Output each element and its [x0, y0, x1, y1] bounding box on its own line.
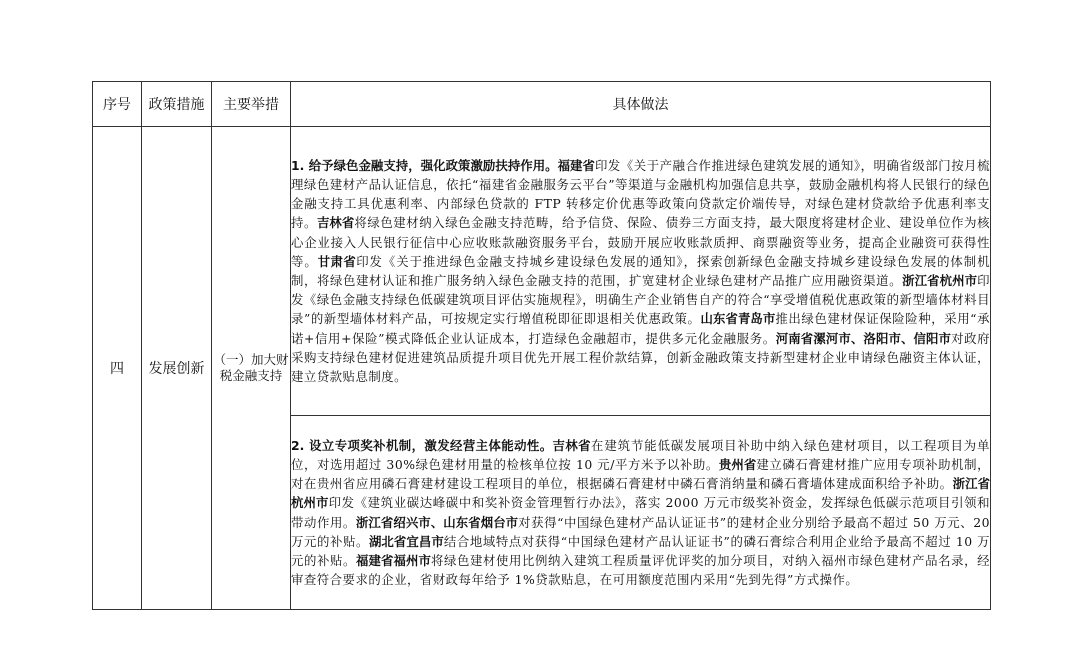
header-detail: 具体做法: [291, 82, 991, 127]
row-policy: 发展创新: [142, 127, 212, 610]
row-measure: （一）加大财税金融支持: [212, 127, 291, 610]
detail-text-segment: 对政府采购支持绿色建材促进建筑品质提升项目优先开展工程价款结算，创新金融政策支持新型建材企业申请绿色融资主体认证，建立贷款贴息制度。: [291, 330, 991, 385]
policy-table: [92, 81, 991, 610]
detail-bold-segment: 2. 设立专项奖补机制，激发经营主体能动性。: [291, 437, 553, 453]
detail-bold-segment: 福建省福州市: [356, 552, 432, 568]
detail-text-segment: 印发《关于产融合作推进绿色建筑发展的通知》，明确省级部门按月梳理绿色建材产品认证信息，依托“福建省金融服务云平台”等渠道与金融机构加强信息共享，鼓励金融机构将人民银行的绿色金融支持工具优惠利率、内部绿色贷款的 FTP 转移定价优惠等政策向贷款定价端传导，对绿色建材贷款给予优惠利率支持。: [291, 157, 990, 231]
header-row: [93, 82, 991, 127]
detail-text-segment: 印发《关于推进绿色金融支持城乡建设绿色发展的通知》，探索创新绿色金融支持城乡建设绿色发展的体制机制，将绿色建材认证和推广服务纳入绿色金融支持的范围，扩宽建材企业绿色建材产品推广应用融资渠道。: [291, 253, 990, 288]
detail-text-segment: 对获得“中国绿色建材产品认证证书”的建材企业分别给予最高不超过 50 万元、20 万元的补贴。: [291, 514, 991, 549]
detail-text-segment: 印发《建筑业碳达峰碳中和奖补资金管理暂行办法》，落实 2000 万元市级奖补资金，发挥绿色低碳示范项目引领和带动作用。: [291, 495, 991, 530]
header-policy: 政策措施: [142, 82, 212, 127]
detail-bold-segment: 浙江省杭州市: [902, 273, 978, 288]
detail-text-segment: 将绿色建材纳入绿色金融支持范畴，给予信贷、保险、债券三方面支持，最大限度将建材企业、建设单位作为核心企业接入人民银行征信中心应收账款融资服务平台，鼓励开展应收账款质押、商票融资等业务，提高企业融资可获得性等。: [291, 215, 991, 269]
header-measure: 主要举措: [212, 82, 291, 127]
detail-bold-segment: 湖北省宜昌市: [368, 533, 444, 549]
detail-bold-segment: 甘肃省: [317, 253, 357, 269]
detail-text-segment: 建立磷石膏建材推广应用专项补助机制，对在贵州省应用磷石膏建材建设工程项目的单位，根据磷石膏建材中磷石膏消纳量和磷石膏墙体建成面积给予补助。: [291, 456, 991, 492]
detail-bold-segment: 贵州省: [718, 456, 757, 472]
detail-bold-segment: 山东省青岛市: [700, 311, 776, 327]
row-index: 四: [93, 127, 142, 610]
detail-bold-segment: 浙江省杭州市: [291, 476, 991, 511]
detail-bold-segment: 吉林省: [552, 437, 591, 453]
detail-text-segment: 结合地域特点对获得“中国绿色建材产品认证证书”的磷石膏综合利用企业给予最高不超过 10 万元的补贴。: [291, 533, 991, 568]
detail-text-segment: 印发《绿色金融支持绿色低碳建筑项目评估实施规程》，明确生产企业销售自产的符合“享受增值税优惠政策的新型墙体材料目录”的新型墙体材料产品，可按规定实行增值税即征即退相关优惠政策。: [291, 273, 991, 327]
table-row: [93, 127, 991, 416]
detail-bold-segment: 福建省: [557, 157, 595, 173]
detail-bold-segment: 1. 给予绿色金融支持，强化政策激励扶持作用。: [291, 157, 558, 173]
header-index: 序号: [93, 82, 142, 127]
detail-bold-segment: 河南省漯河市、洛阳市、信阳市: [775, 330, 952, 346]
detail-cell-subsidy: [291, 416, 991, 610]
detail-bold-segment: 吉林省: [316, 215, 355, 231]
detail-bold-segment: 浙江省绍兴市、山东省烟台市: [355, 514, 519, 530]
detail-cell-finance: [291, 127, 991, 416]
detail-text-segment: 在建筑节能低碳发展项目补助中纳入绿色建材项目，以工程项目为单位，对选用超过 30%绿色建材用量的检核单位按 10 元/平方米予以补助。: [291, 437, 991, 472]
detail-text-segment: 将绿色建材使用比例纳入建筑工程质量评优评奖的加分项目，对纳入福州市绿色建材产品名录，经审查符合要求的企业，省财政每年给予 1%贷款贴息，在可用额度范围内采用“先到先得”方式操作。: [291, 552, 991, 588]
detail-text-segment: 推出绿色建材保证保险险种，采用“承诺+信用+保险”模式降低企业认证成本，打造绿色金融超市，提供多元化金融服务。: [291, 311, 991, 346]
